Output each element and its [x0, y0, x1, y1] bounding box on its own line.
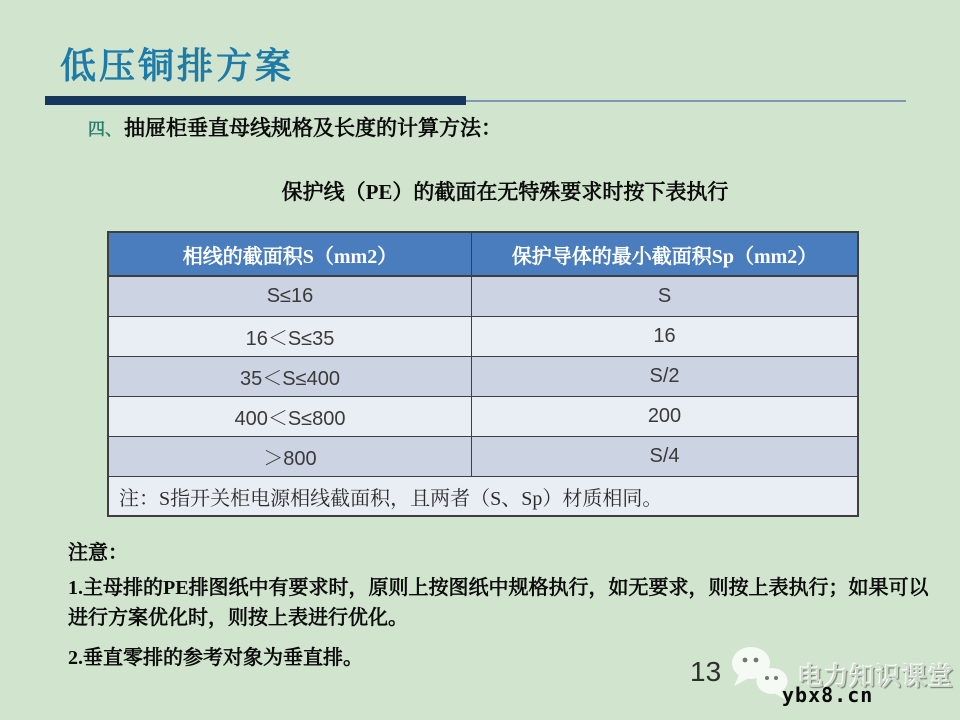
cell-s-range: 35＜S≤400: [108, 357, 472, 397]
cell-s-range: S≤16: [108, 276, 472, 317]
section-number: 四、: [88, 120, 122, 139]
logo-url-text: ybx8.cn: [782, 683, 874, 707]
pe-cross-section-table: [107, 231, 859, 517]
channel-logo: [728, 643, 953, 715]
slide-title: 低压铜排方案: [60, 46, 295, 86]
table-note: 注：S指开关柜电源相线截面积，且两者（S、Sp）材质相同。: [108, 477, 858, 517]
section-title: 抽屉柜垂直母线规格及长度的计算方法：: [124, 116, 502, 140]
table-header-row: [108, 232, 858, 276]
col-header-phase-section: 相线的截面积S（mm2）: [108, 232, 472, 276]
note-item-2: 2.垂直零排的参考对象为垂直排。: [68, 647, 363, 669]
cell-sp-value: 16: [472, 317, 859, 357]
table-note-row: [108, 477, 858, 517]
cell-sp-value: 200: [472, 397, 859, 437]
col-header-pe-section: 保护导体的最小截面积Sp（mm2）: [472, 232, 859, 276]
page-number: 13: [690, 656, 722, 687]
logo-watermark-text: 电力知识课堂: [798, 664, 955, 691]
cell-s-range: ＞800: [108, 437, 472, 477]
section-heading: [88, 112, 928, 142]
cell-sp-value: S/4: [472, 437, 859, 477]
title-underline-bar: [45, 96, 466, 105]
cell-s-range: 400＜S≤800: [108, 397, 472, 437]
cell-sp-value: S: [472, 276, 859, 317]
notes-label: 注意：: [68, 542, 128, 564]
cell-s-range: 16＜S≤35: [108, 317, 472, 357]
table-row: [108, 276, 858, 317]
cell-sp-value: S/2: [472, 357, 859, 397]
title-underline-rule: [466, 100, 906, 102]
table-row: [108, 437, 858, 477]
note-item-1: 1.主母排的PE排图纸中有要求时，原则上按图纸中规格执行，如无要求，则按上表执行；如果可以进行方案优化时，则按上表进行优化。: [68, 577, 929, 629]
table-caption: 保护线（PE）的截面在无特殊要求时按下表执行: [281, 180, 729, 204]
table-row: [108, 357, 858, 397]
table-row: [108, 397, 858, 437]
table-row: [108, 317, 858, 357]
